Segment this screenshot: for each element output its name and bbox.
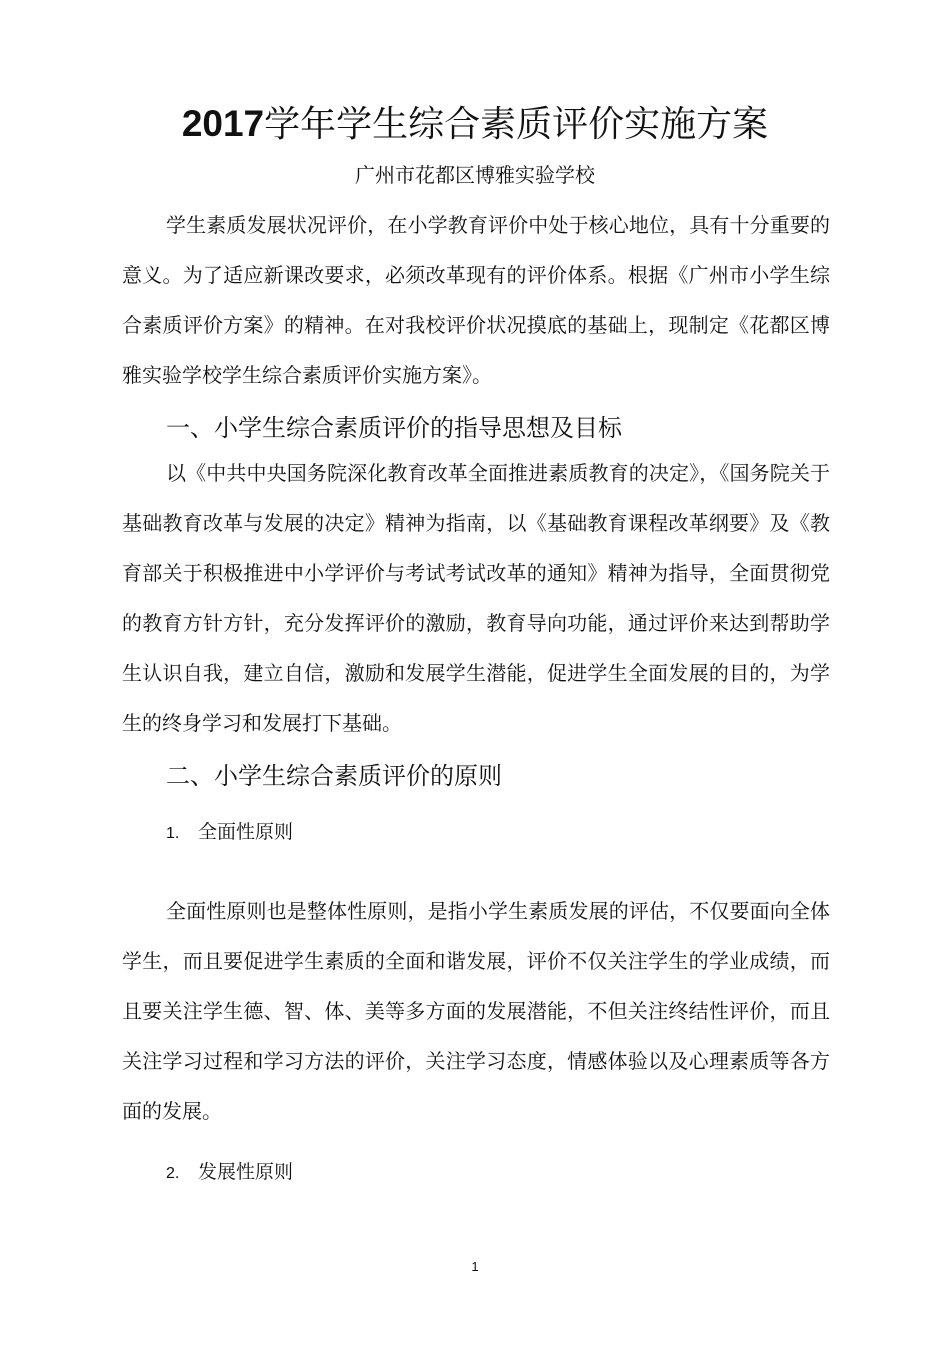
page-number: 1 (471, 1259, 479, 1274)
title-year: 2017 (181, 103, 265, 144)
section-1-heading: 一、小学生综合素质评价的指导思想及目标 (166, 414, 622, 442)
principle-1-paragraph: 全面性原则也是整体性原则，是指小学生素质发展的评估，不仅要面向全体学生，而且要促进学生素质的全面和谐发展，评价不仅关注学生的学业成绩，而且要关注学生德、智、体、美等多方面的发展潜能，不但关注终结性评价，而且关注学习过程和学习方法的评价，关注学习态度，情感体验以及心理素质等各方面的发展。 (122, 899, 830, 1123)
principle-1-number: 1. (166, 825, 180, 842)
principle-2-number: 2. (166, 1165, 180, 1182)
principle-2-heading (166, 1157, 293, 1189)
section-2-heading: 二、小学生综合素质评价的原则 (166, 762, 502, 790)
document-title (0, 100, 950, 149)
school-name: 广州市花都区博雅实验学校 (355, 163, 595, 187)
principle-1-title: 全面性原则 (198, 821, 294, 843)
section-1-paragraph: 以《中共中央国务院深化教育改革全面推进素质教育的决定》，《国务院关于基础教育改革与发展的决定》精神为指南，以《基础教育课程改革纲要》及《教育部关于积极推进中小学评价与考试考试改革的通知》精神为指导，全面贯彻党的教育方针方针，充分发挥评价的激励，教育导向功能，通过评价来达到帮助学生认识自我，建立自信，激励和发展学生潜能，促进学生全面发展的目的，为学生的终身学习和发展打下基础。 (122, 461, 830, 735)
principle-2-title: 发展性原则 (198, 1161, 294, 1183)
title-text: 学年学生综合素质评价实施方案 (264, 104, 769, 145)
intro-paragraph: 学生素质发展状况评价，在小学教育评价中处于核心地位，具有十分重要的意义。为了适应新课改要求，必须改革现有的评价体系。根据《广州市小学生综合素质评价方案》的精神。在对我校评价状况摸底的基础上，现制定《花都区博雅实验学校学生综合素质评价实施方案》。 (122, 213, 830, 387)
principle-1-heading (166, 817, 293, 849)
